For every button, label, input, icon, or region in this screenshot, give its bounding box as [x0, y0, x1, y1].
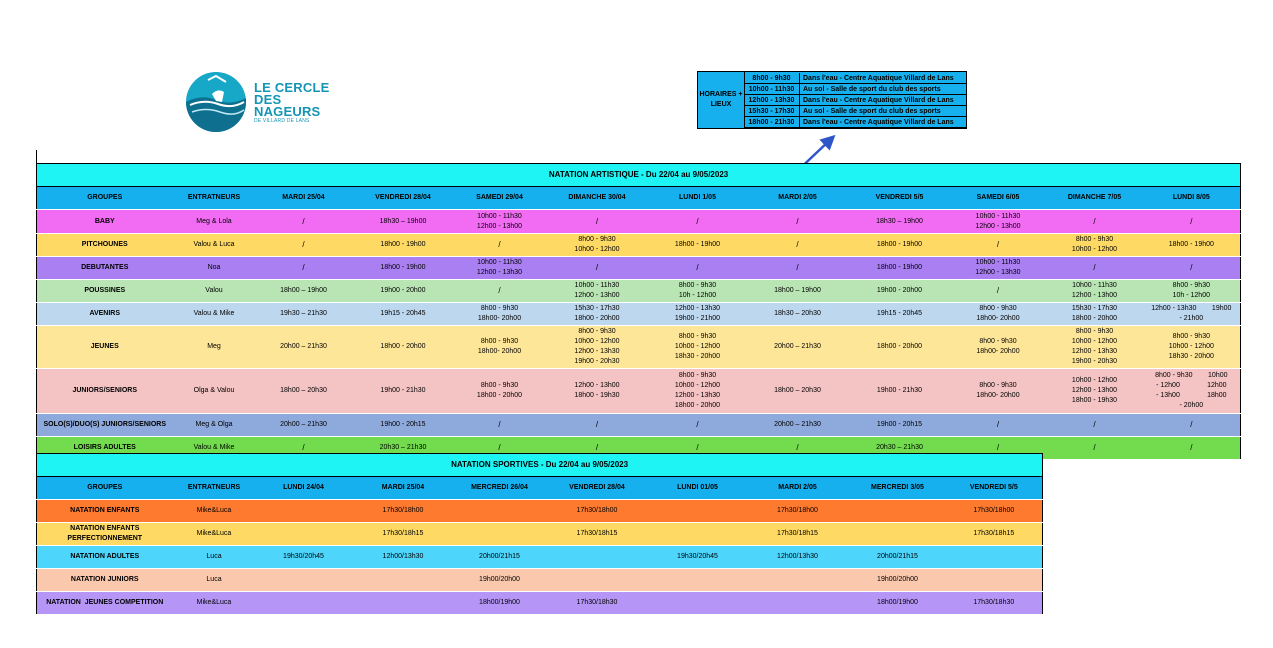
- schedule-cell: [352, 569, 455, 592]
- logo-line2: DES NAGEURS: [254, 92, 321, 119]
- schedule-cell: 18h30 – 20h30: [746, 303, 850, 326]
- schedule-cell: 8h00 - 9h30 10h00 - 12h00 18h30 - 20h00: [650, 326, 746, 369]
- table-row: [37, 592, 1043, 615]
- table-row: [37, 569, 1043, 592]
- schedule-cell: /: [746, 234, 850, 257]
- schedule-cell: /: [1143, 437, 1241, 460]
- schedule-cell: 17h30/18h00: [946, 500, 1043, 523]
- schedule-cell: [946, 546, 1043, 569]
- horaires-lieux-box: [697, 71, 967, 129]
- coach-name: Olga & Valou: [173, 369, 256, 414]
- group-name: DEBUTANTES: [37, 257, 173, 280]
- schedule-cell: [545, 546, 650, 569]
- schedule-cell: 18h00 - 19h00: [650, 234, 746, 257]
- column-header: MERCREDI 26/04: [455, 477, 545, 500]
- column-header: DIMANCHE 30/04: [545, 187, 650, 210]
- schedule-cell: 19h00 - 20h15: [352, 414, 455, 437]
- schedule-cell: 17h30/18h15: [545, 523, 650, 546]
- swimmer-logo-icon: [186, 72, 246, 132]
- schedule-cell: 10h00 - 11h30 12h00 - 13h30: [455, 257, 545, 280]
- schedule-cell: /: [1143, 414, 1241, 437]
- schedule-cell: /: [950, 437, 1047, 460]
- schedule-cell: 20h00 – 21h30: [256, 326, 352, 369]
- column-header: LUNDI 8/05: [1143, 187, 1241, 210]
- schedule-cell: 19h30/20h45: [650, 546, 746, 569]
- schedule-cell: 17h30/18h00: [746, 500, 850, 523]
- schedule-cell: 15h30 - 17h30 18h00 - 20h00: [1047, 303, 1143, 326]
- schedule-cell: [352, 592, 455, 615]
- schedule-cell: /: [746, 257, 850, 280]
- column-header: ENTRATNEURS: [173, 187, 256, 210]
- schedule-cell: 17h30/18h15: [352, 523, 455, 546]
- schedule-cell: [455, 523, 545, 546]
- column-header: MARDI 2/05: [746, 187, 850, 210]
- horaire-place: Dans l'eau - Centre Aquatique Villard de Lans: [803, 97, 954, 104]
- coach-name: Meg & Lola: [173, 210, 256, 234]
- schedule-cell: 19h00 - 21h30: [850, 369, 950, 414]
- coach-name: Luca: [173, 546, 256, 569]
- schedule-cell: 8h00 - 9h30 10h00 - 12h00 18h30 - 20h00: [1143, 326, 1241, 369]
- schedule-cell: /: [650, 210, 746, 234]
- horaire-time: 15h30 - 17h30: [744, 106, 800, 116]
- schedule-cell: 20h30 – 21h30: [850, 437, 950, 460]
- schedule-cell: 8h00 - 9h30 18h00- 20h00: [455, 326, 545, 369]
- horaire-place: Dans l'eau - Centre Aquatique Villard de Lans: [803, 119, 954, 126]
- schedule-cell: /: [650, 437, 746, 460]
- group-name: JUNIORS/SENIORS: [37, 369, 173, 414]
- schedule-cell: 18h00 - 19h00: [850, 257, 950, 280]
- schedule-cell: 18h00/19h00: [850, 592, 946, 615]
- schedule-cell: 10h00 - 12h00 12h00 - 13h00 18h00 - 19h30: [1047, 369, 1143, 414]
- schedule-cell: 17h30/18h30: [545, 592, 650, 615]
- schedule-cell: /: [1047, 257, 1143, 280]
- coach-name: Meg & Olga: [173, 414, 256, 437]
- coach-name: Luca: [173, 569, 256, 592]
- horaire-place: Dans l'eau - Centre Aquatique Villard de Lans: [803, 75, 954, 82]
- group-name: NATATION ENFANTS: [37, 500, 173, 523]
- schedule-cell: 10h00 - 11h30 12h00 - 13h00: [950, 210, 1047, 234]
- column-header: VENDREDI 28/04: [352, 187, 455, 210]
- horaire-row: [744, 106, 966, 117]
- coach-name: Mike&Luca: [173, 523, 256, 546]
- schedule-cell: 18h00 – 20h30: [256, 369, 352, 414]
- coach-name: Mike&Luca: [173, 500, 256, 523]
- horaire-time: 12h00 - 13h30: [744, 95, 800, 105]
- schedule-cell: /: [545, 210, 650, 234]
- group-name: NATATION ENFANTS PERFECTIONNEMENT: [37, 523, 173, 546]
- schedule-cell: 20h00 – 21h30: [256, 414, 352, 437]
- schedule-cell: /: [256, 234, 352, 257]
- schedule-cell: 19h00/20h00: [455, 569, 545, 592]
- schedule-cell: 20h00/21h15: [455, 546, 545, 569]
- table-title: NATATION ARTISTIQUE - Du 22/04 au 9/05/2023: [37, 164, 1241, 187]
- schedule-cell: 18h00 - 19h00: [1143, 234, 1241, 257]
- schedule-cell: [455, 500, 545, 523]
- schedule-cell: 20h00/21h15: [850, 546, 946, 569]
- schedule-cell: /: [650, 257, 746, 280]
- logo-line3: DE VILLARD DE LANS: [254, 118, 310, 124]
- schedule-cell: [746, 592, 850, 615]
- table-row: [37, 210, 1241, 234]
- column-header: ENTRATNEURS: [173, 477, 256, 500]
- schedule-cell: 20h30 – 21h30: [352, 437, 455, 460]
- schedule-cell: 19h30 – 21h30: [256, 303, 352, 326]
- schedule-cell: [850, 523, 946, 546]
- schedule-cell: 8h00 - 9h30 18h00 - 20h00: [455, 369, 545, 414]
- schedule-cell: 19h00 - 20h15: [850, 414, 950, 437]
- schedule-cell: 18h00 – 19h00: [746, 280, 850, 303]
- schedule-cell: [545, 569, 650, 592]
- schedule-cell: 18h00 - 20h00: [850, 326, 950, 369]
- schedule-cell: [256, 592, 352, 615]
- schedule-cell: [650, 523, 746, 546]
- group-name: LOISIRS ADULTES: [37, 437, 173, 460]
- schedule-cell: 10h00 - 11h30 12h00 - 13h00: [455, 210, 545, 234]
- schedule-cell: 18h00 - 19h00: [850, 234, 950, 257]
- schedule-cell: [946, 569, 1043, 592]
- column-header: VENDREDI 28/04: [545, 477, 650, 500]
- schedule-cell: [746, 569, 850, 592]
- group-name: NATATION ADULTES: [37, 546, 173, 569]
- horaire-time: 8h00 - 9h30: [744, 73, 800, 83]
- schedule-cell: [650, 500, 746, 523]
- schedule-cell: 8h00 - 9h30 18h00- 20h00: [455, 303, 545, 326]
- schedule-cell: 8h00 - 9h30 18h00- 20h00: [950, 326, 1047, 369]
- schedule-cell: 12h00 - 13h00 18h00 - 19h30: [545, 369, 650, 414]
- artistique-table: [36, 163, 1241, 460]
- group-name: AVENIRS: [37, 303, 173, 326]
- schedule-cell: /: [1143, 257, 1241, 280]
- schedule-cell: 8h00 - 9h30 10h00 - 12h00: [1047, 234, 1143, 257]
- schedule-cell: 18h30 – 19h00: [850, 210, 950, 234]
- schedule-cell: 19h00 - 21h30: [352, 369, 455, 414]
- schedule-cell: [650, 569, 746, 592]
- schedule-cell: /: [455, 437, 545, 460]
- table-row: [37, 546, 1043, 569]
- schedule-cell: [256, 500, 352, 523]
- schedule-cell: 20h00 – 21h30: [746, 326, 850, 369]
- table-row: [37, 369, 1241, 414]
- schedule-cell: 18h00 - 19h00: [352, 257, 455, 280]
- schedule-cell: [650, 592, 746, 615]
- club-logo: [186, 72, 346, 134]
- column-header: SAMEDI 6/05: [950, 187, 1047, 210]
- schedule-cell: 18h00 – 20h30: [746, 369, 850, 414]
- schedule-cell: 19h15 - 20h45: [352, 303, 455, 326]
- schedule-cell: 18h00 - 20h00: [352, 326, 455, 369]
- schedule-cell: 8h00 - 9h30 10h00 - 12h00 12h00 - 13h00 18h00 - 20h00: [1143, 369, 1241, 414]
- table-title: NATATION SPORTIVES - Du 22/04 au 9/05/2023: [37, 454, 1043, 477]
- schedule-cell: 10h00 - 11h30 12h00 - 13h00: [545, 280, 650, 303]
- schedule-cell: /: [1047, 414, 1143, 437]
- schedule-cell: 18h00/19h00: [455, 592, 545, 615]
- horaire-time: 18h00 - 21h30: [744, 117, 800, 127]
- horaires-label: HORAIRES + LIEUX: [698, 72, 745, 128]
- schedule-cell: /: [455, 414, 545, 437]
- schedule-cell: /: [1143, 210, 1241, 234]
- column-header: DIMANCHE 7/05: [1047, 187, 1143, 210]
- schedule-cell: /: [1047, 210, 1143, 234]
- group-name: POUSSINES: [37, 280, 173, 303]
- schedule-cell: [850, 500, 946, 523]
- column-header: MARDI 2/05: [746, 477, 850, 500]
- table-row: [37, 280, 1241, 303]
- horaire-row: [744, 73, 966, 84]
- schedule-cell: 10h00 - 11h30 12h00 - 13h30: [950, 257, 1047, 280]
- schedule-cell: 8h00 - 9h30 10h - 12h00: [1143, 280, 1241, 303]
- schedule-cell: 17h30/18h15: [946, 523, 1043, 546]
- schedule-cell: 19h15 - 20h45: [850, 303, 950, 326]
- schedule-cell: 18h30 – 19h00: [352, 210, 455, 234]
- schedule-cell: 8h00 - 9h30 18h00- 20h00: [950, 303, 1047, 326]
- group-name: NATATION JEUNES COMPETITION: [37, 592, 173, 615]
- column-header: MERCREDI 3/05: [850, 477, 946, 500]
- column-header: VENDREDI 5/5: [850, 187, 950, 210]
- coach-name: Valou: [173, 280, 256, 303]
- schedule-cell: 12h00 - 13h30 19h00 - 21h00: [1143, 303, 1241, 326]
- schedule-cell: /: [950, 414, 1047, 437]
- schedule-cell: 12h00/13h30: [352, 546, 455, 569]
- table-row: [37, 257, 1241, 280]
- schedule-cell: 17h30/18h00: [352, 500, 455, 523]
- schedule-cell: [256, 523, 352, 546]
- sportives-table: [36, 453, 1043, 615]
- schedule-cell: /: [545, 414, 650, 437]
- schedule-cell: 8h00 - 9h30 18h00- 20h00: [950, 369, 1047, 414]
- schedule-cell: 19h00 - 20h00: [352, 280, 455, 303]
- header-row: [37, 187, 1241, 210]
- schedule-cell: /: [545, 257, 650, 280]
- schedule-cell: 18h00 - 19h00: [352, 234, 455, 257]
- schedule-cell: 17h30/18h30: [946, 592, 1043, 615]
- schedule-cell: 8h00 - 9h30 10h - 12h00: [650, 280, 746, 303]
- schedule-cell: 8h00 - 9h30 10h00 - 12h00 12h00 - 13h30 19h00 - 20h30: [545, 326, 650, 369]
- column-header: GROUPES: [37, 477, 173, 500]
- table-row: [37, 234, 1241, 257]
- schedule-cell: /: [950, 234, 1047, 257]
- horaire-place: Au sol - Salle de sport du club des sports: [803, 108, 941, 115]
- coach-name: Mike&Luca: [173, 592, 256, 615]
- schedule-cell: 8h00 - 9h30 10h00 - 12h00 12h00 - 13h30 19h00 - 20h30: [1047, 326, 1143, 369]
- schedule-cell: 20h00 – 21h30: [746, 414, 850, 437]
- column-header: LUNDI 24/04: [256, 477, 352, 500]
- schedule-cell: /: [950, 280, 1047, 303]
- horaire-place: Au sol - Salle de sport du club des sports: [803, 86, 941, 93]
- schedule-cell: 12h00 - 13h30 19h00 - 21h00: [650, 303, 746, 326]
- schedule-cell: [256, 569, 352, 592]
- schedule-cell: /: [746, 210, 850, 234]
- group-name: NATATION JUNIORS: [37, 569, 173, 592]
- column-header: MARDI 25/04: [256, 187, 352, 210]
- schedule-cell: /: [746, 437, 850, 460]
- table-row: [37, 523, 1043, 546]
- schedule-cell: 8h00 - 9h30 10h00 - 12h00: [545, 234, 650, 257]
- schedule-cell: /: [1047, 437, 1143, 460]
- column-header: MARDI 25/04: [352, 477, 455, 500]
- coach-name: Meg: [173, 326, 256, 369]
- table-row: [37, 303, 1241, 326]
- coach-name: Valou & Mike: [173, 303, 256, 326]
- column-header: SAMEDI 29/04: [455, 187, 545, 210]
- group-name: SOLO(S)/DUO(S) JUNIORS/SENIORS: [37, 414, 173, 437]
- schedule-cell: /: [256, 210, 352, 234]
- group-name: PITCHOUNES: [37, 234, 173, 257]
- schedule-cell: /: [256, 437, 352, 460]
- header-row: [37, 477, 1043, 500]
- logo-line1: LE CERCLE: [254, 80, 330, 95]
- column-header: VENDREDI 5/5: [946, 477, 1043, 500]
- schedule-cell: /: [545, 437, 650, 460]
- table-row: [37, 326, 1241, 369]
- schedule-cell: 19h00/20h00: [850, 569, 946, 592]
- coach-name: Noa: [173, 257, 256, 280]
- column-header: LUNDI 1/05: [650, 187, 746, 210]
- schedule-cell: 8h00 - 9h30 10h00 - 12h00 12h00 - 13h30 18h00 - 20h00: [650, 369, 746, 414]
- coach-name: Valou & Mike: [173, 437, 256, 460]
- table-row: [37, 500, 1043, 523]
- schedule-cell: 19h00 - 20h00: [850, 280, 950, 303]
- schedule-cell: 18h00 – 19h00: [256, 280, 352, 303]
- horaire-row: [744, 84, 966, 95]
- schedule-cell: 19h30/20h45: [256, 546, 352, 569]
- schedule-cell: 17h30/18h15: [746, 523, 850, 546]
- schedule-cell: /: [256, 257, 352, 280]
- schedule-cell: 12h00/13h30: [746, 546, 850, 569]
- column-header: LUNDI 01/05: [650, 477, 746, 500]
- schedule-cell: 10h00 - 11h30 12h00 - 13h00: [1047, 280, 1143, 303]
- horaire-row: [744, 95, 966, 106]
- schedule-cell: /: [455, 234, 545, 257]
- schedule-cell: 17h30/18h00: [545, 500, 650, 523]
- coach-name: Valou & Luca: [173, 234, 256, 257]
- horaire-row: [744, 117, 966, 128]
- schedule-cell: /: [650, 414, 746, 437]
- schedule-cell: /: [455, 280, 545, 303]
- group-name: BABY: [37, 210, 173, 234]
- table-row: [37, 414, 1241, 437]
- column-header: GROUPES: [37, 187, 173, 210]
- schedule-cell: 15h30 - 17h30 18h00 - 20h00: [545, 303, 650, 326]
- group-name: JEUNES: [37, 326, 173, 369]
- horaire-time: 10h00 - 11h30: [744, 84, 800, 94]
